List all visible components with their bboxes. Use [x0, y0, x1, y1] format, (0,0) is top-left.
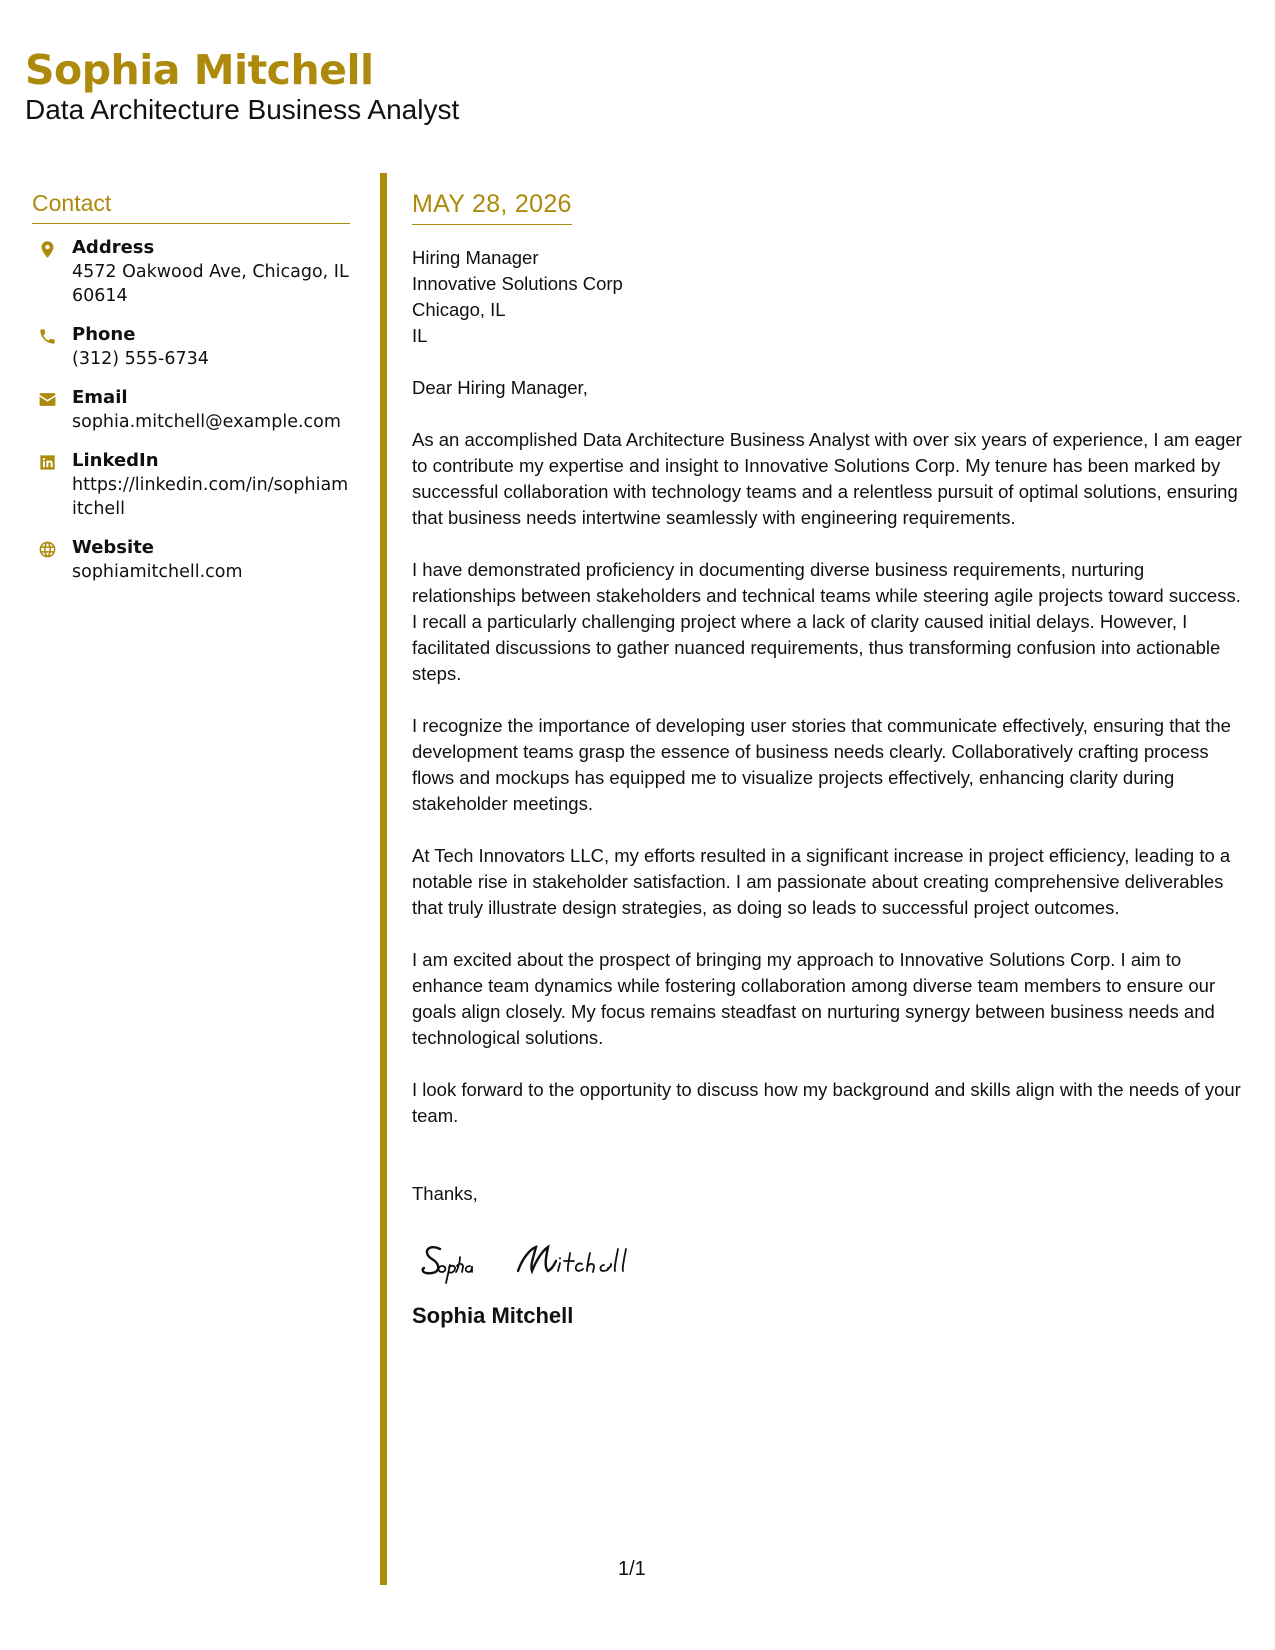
contact-value-linkedin[interactable]: https://linkedin.com/in/sophiamitchell — [72, 475, 349, 519]
contact-item-address — [32, 236, 350, 308]
contact-label-website: Website — [72, 537, 155, 558]
letter-body — [412, 190, 1247, 1331]
body-paragraph: I am excited about the prospect of bringing my approach to Innovative Solutions Corp. I aim to enhance team dynamics while fostering collaboration among diverse team members to ensure our goals align closely. My focus remains steadfast on nurturing synergy between business needs and technological solutions. — [412, 949, 1216, 1048]
contact-value-email[interactable]: sophia.mitchell@example.com — [72, 412, 341, 432]
globe-icon — [36, 538, 58, 560]
contact-value-address: 4572 Oakwood Ave, Chicago, IL 60614 — [72, 262, 349, 306]
phone-icon — [36, 325, 58, 347]
header — [25, 48, 459, 127]
contact-value-phone[interactable]: (312) 555-6734 — [72, 349, 209, 369]
letter-date: MAY 28, 2026 — [412, 190, 572, 225]
contact-sidebar — [32, 190, 350, 599]
body-paragraph: I look forward to the opportunity to discuss how my background and skills align with the needs of your team. — [412, 1079, 1241, 1126]
map-pin-icon — [36, 238, 58, 260]
body-paragraph: I have demonstrated proficiency in documenting diverse business requirements, nurturing relationships between stakeholders and technical teams while steering agile projects toward success. I recall a particularly challenging project where a lack of clarity caused initial delays. However, I facilitated discussions to gather nuanced requirements, thus transforming confusion into actionable steps. — [412, 559, 1241, 684]
signer-name: Sophia Mitchell — [412, 1303, 574, 1328]
recipient-line: Hiring Manager — [412, 247, 539, 268]
contact-item-phone — [32, 323, 350, 371]
body-paragraph: I recognize the importance of developing user stories that communicate effectively, ensuring that the development teams grasp the essence of business needs clearly. Collaboratively crafting process flows and mockups has equipped me to visualize projects effectively, enhancing clarity during stakeholder meetings. — [412, 715, 1231, 814]
contact-label-phone: Phone — [72, 324, 136, 345]
job-title: Data Architecture Business Analyst — [25, 94, 460, 126]
body-paragraph: At Tech Innovators LLC, my efforts resulted in a significant increase in project efficiency, leading to a notable rise in stakeholder satisfaction. I am passionate about creating comprehensive deliverables that truly illustrate design strategies, as doing so leads to successful project outcomes. — [412, 845, 1231, 918]
contact-heading: Contact — [32, 190, 350, 224]
recipient-line: Innovative Solutions Corp — [412, 273, 623, 294]
linkedin-icon — [36, 451, 58, 473]
contact-item-website — [32, 536, 350, 584]
envelope-icon — [36, 388, 58, 410]
contact-label-linkedin: LinkedIn — [72, 450, 159, 471]
vertical-divider — [380, 173, 387, 1585]
contact-item-linkedin — [32, 449, 350, 521]
contact-label-address: Address — [72, 237, 155, 258]
recipient-line: Chicago, IL — [412, 299, 506, 320]
body-paragraph: As an accomplished Data Architecture Business Analyst with over six years of experience, I am eager to contribute my expertise and insight to Innovative Solutions Corp. My tenure has been marked by successful collaboration with technology teams and a relentless pursuit of optimal solutions, ensuring that business needs intertwine seamlessly with engineering requirements. — [412, 429, 1242, 528]
contact-label-email: Email — [72, 387, 128, 408]
contact-item-email — [32, 386, 350, 434]
closing: Thanks, — [412, 1183, 478, 1204]
applicant-name: Sophia Mitchell — [25, 46, 374, 94]
contact-value-website[interactable]: sophiamitchell.com — [72, 562, 243, 582]
recipient-line: IL — [412, 325, 428, 346]
signature-image — [418, 1229, 1247, 1291]
recipient-block — [412, 245, 1247, 349]
page-number: 1/1 — [618, 1558, 646, 1580]
salutation: Dear Hiring Manager, — [412, 377, 588, 398]
